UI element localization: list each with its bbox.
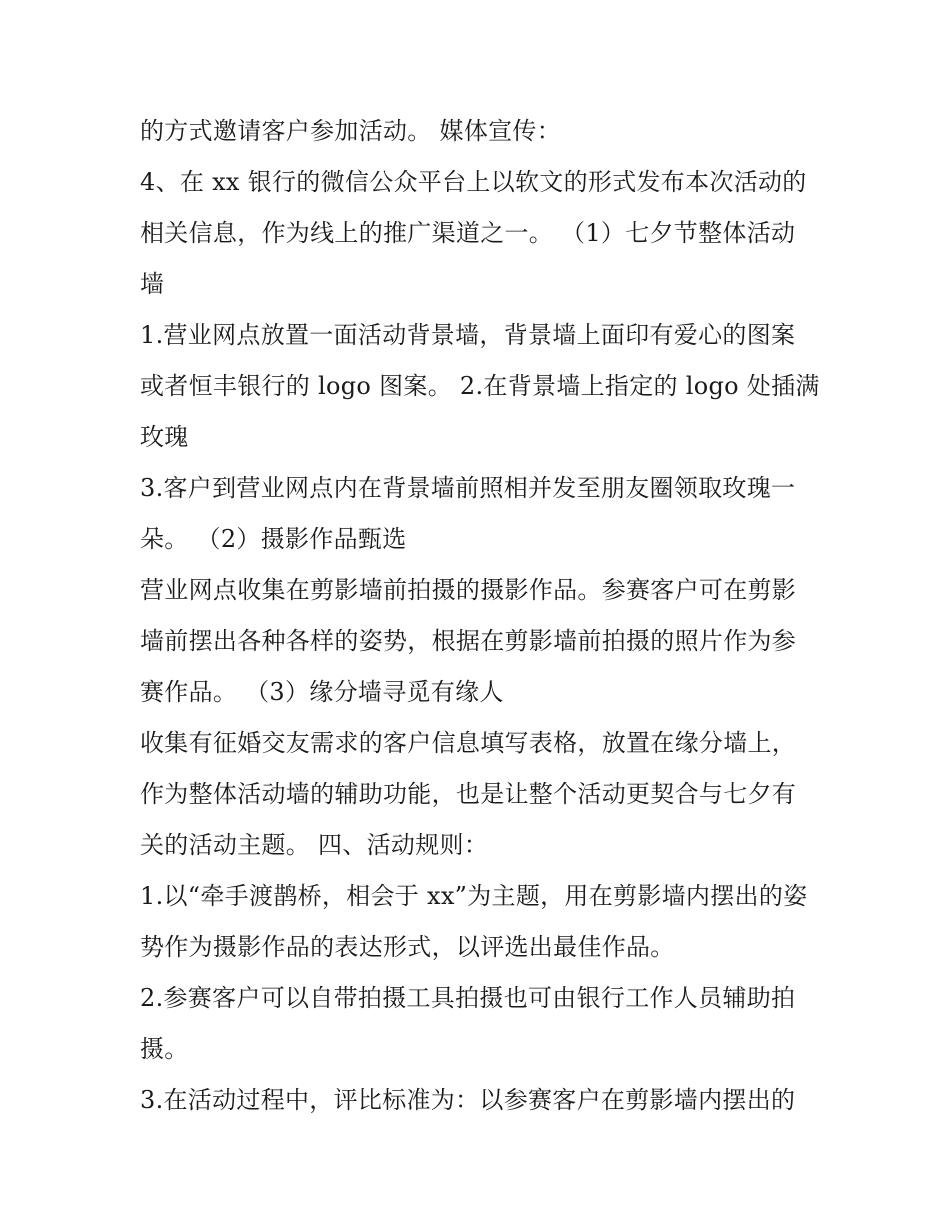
text-line: 2.参赛客户可以自带拍摄工具拍摄也可由银行工作人员辅助拍 — [140, 984, 796, 1012]
text-line: 4、在 xx 银行的微信公众平台上以软文的形式发布本次活动的 — [140, 168, 807, 196]
text-line: 墙 — [140, 270, 165, 298]
text-line: 相关信息，作为线上的推广渠道之一。 （1）七夕节整体活动 — [140, 219, 796, 247]
text-line: 势作为摄影作品的表达形式，以评选出最佳作品。 — [140, 933, 675, 961]
text-line: 朵。 （2）摄影作品甄选 — [140, 525, 407, 553]
text-line: 1.以“牵手渡鹊桥，相会于 xx”为主题，用在剪影墙内摆出的姿 — [140, 882, 808, 910]
text-line: 营业网点收集在剪影墙前拍摄的摄影作品。参赛客户可在剪影 — [140, 576, 797, 604]
text-line: 3.客户到营业网点内在背景墙前照相并发至朋友圈领取玫瑰一 — [140, 474, 796, 502]
text-line: 墙前摆出各种各样的姿势，根据在剪影墙前拍摄的照片作为参 — [140, 627, 797, 655]
text-line: 1.营业网点放置一面活动背景墙，背景墙上面印有爱心的图案 — [140, 321, 796, 349]
body-text — [140, 106, 820, 1126]
text-line: 的方式邀请客户参加活动。 媒体宣传： — [140, 117, 562, 145]
text-line: 赛作品。 （3）缘分墙寻觅有缘人 — [140, 678, 504, 706]
text-line: 玫瑰 — [140, 423, 189, 451]
text-line: 作为整体活动墙的辅助功能，也是让整个活动更契合与七夕有 — [140, 780, 797, 808]
text-line: 3.在活动过程中，评比标准为：以参赛客户在剪影墙内摆出的 — [140, 1086, 796, 1114]
text-line: 摄。 — [140, 1035, 189, 1063]
text-line: 关的活动主题。 四、活动规则： — [140, 831, 489, 859]
text-line: 或者恒丰银行的 logo 图案。 2.在背景墙上指定的 logo 处插满 — [140, 372, 820, 400]
text-line: 收集有征婚交友需求的客户信息填写表格，放置在缘分墙上， — [140, 729, 797, 757]
